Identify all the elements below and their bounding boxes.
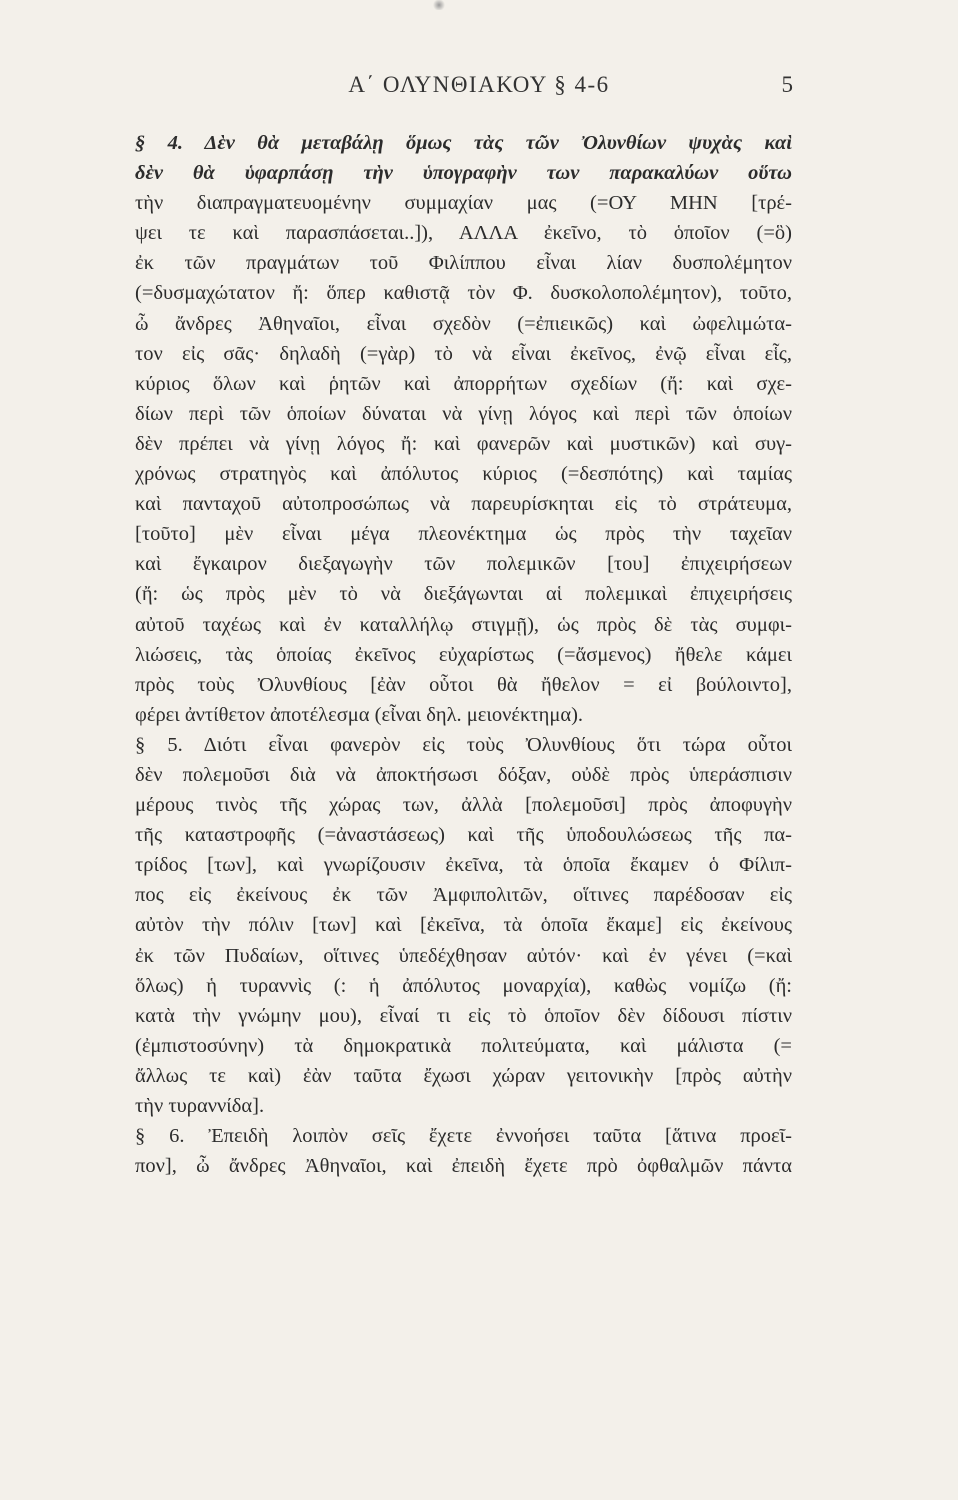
text-line: φέρει ἀντίθετον ἀποτέλεσμα (εἶναι δηλ. μειονέκτημα). [135, 703, 584, 726]
body-text [135, 128, 792, 1181]
text-line: πον], ὦ ἄνδρες Ἀθηναῖοι, καὶ ἐπειδὴ ἔχετε πρὸ ὀφθαλμῶν πάντα [135, 1155, 792, 1178]
text-line: αὐτὸν τὴν πόλιν [των] καὶ [ἐκεῖνα, τὰ ὁποῖα ἔκαμε] εἰς ἐκείνους [135, 914, 792, 937]
text-line: πος εἰς ἐκείνους ἐκ τῶν Ἀμφιπολιτῶν, οἵτινες παρέδοσαν εἰς [135, 884, 792, 907]
text-line: ὅλως) ἡ τυραννὶς (: ἡ ἀπόλυτος μοναρχία), καθὼς νομίζω (ἤ: [135, 974, 792, 997]
text-line: δὲν πολεμοῦσι διὰ νὰ ἀποκτήσωσι δόξαν, οὐδὲ πρὸς ὑπεράσπισιν [135, 763, 792, 786]
text-line: πρὸς τοὺς Ὀλυνθίους [ἐὰν οὗτοι θὰ ἤθελον = εἰ βούλοιντο], [135, 673, 792, 696]
header-title: Α΄ ΟΛΥΝΘΙΑΚΟΥ § 4-6 [348, 72, 610, 97]
text-line: ἄλλως τε καὶ) ἐὰν ταῦτα ἔχωσι χώραν γειτονικὴν [πρὸς αὐτὴν [135, 1064, 792, 1087]
text-line: τον εἰς σᾶς· δηλαδὴ (=γὰρ) τὸ νὰ εἶναι ἐκεῖνος, ἐνῷ εἶναι εἷς, [135, 342, 792, 365]
text-line: δὲν θὰ ὑφαρπάσῃ τὴν ὑπογραφὴν των παρακαλύων οὕτω [135, 162, 792, 185]
page-number: 5 [781, 72, 793, 97]
text-line: χρόνως στρατηγὸς καὶ ἀπόλυτος κύριος (=δεσπότης) καὶ ταμίας [135, 463, 792, 486]
print-speck [432, 0, 446, 10]
text-line: μέρους τινὸς τῆς χώρας των, ἀλλὰ [πολεμοῦσι] πρὸς ἀποφυγὴν [135, 794, 792, 817]
text-line: ὦ ἄνδρες Ἀθηναῖοι, εἶναι σχεδὸν (=ἐπιεικῶς) καὶ ὠφελιμώτα- [135, 312, 792, 335]
text-line: κατὰ τὴν γνώμην μου), εἶναί τι εἰς τὸ ὁποῖον δὲν δίδουσι πίστιν [135, 1004, 792, 1027]
text-line: τὴν διαπραγματευομένην συμμαχίαν μας (=ΟΥ ΜΗΝ [τρέ- [135, 192, 792, 215]
text-line: ἐκ τῶν Πυδαίων, οἵτινες ὑπεδέχθησαν αὐτόν· καὶ ἐν γένει (=καὶ [135, 944, 792, 967]
text-line: ψει τε καὶ παρασπάσεται..]), ΑΛΛΑ ἐκεῖνο, τὸ ὁποῖον (=ὃ) [135, 222, 792, 245]
text-line: καὶ ἔγκαιρον διεξαγωγὴν τῶν πολεμικῶν [του] ἐπιχειρήσεων [135, 553, 792, 576]
text-line: [τοῦτο] μὲν εἶναι μέγα πλεονέκτημα ὡς πρὸς τὴν ταχεῖαν [135, 523, 792, 546]
text-line: ἐκ τῶν πραγμάτων τοῦ Φιλίππου εἶναι λίαν δυσπολέμητον [135, 252, 792, 275]
running-header [0, 72, 958, 112]
text-line: (ἤ: ὡς πρὸς μὲν τὸ νὰ διεξάγωνται αἱ πολεμικαὶ ἐπιχειρήσεις [135, 583, 792, 606]
text-line: § 5. Διότι εἶναι φανερὸν εἰς τοὺς Ὀλυνθίους ὅτι τώρα οὗτοι [135, 733, 792, 756]
text-line: λιώσεις, τὰς ὁποίας ἐκεῖνος εὐχαρίστως (=ἄσμενος) ἤθελε κάμει [135, 643, 792, 666]
text-line: αὐτοῦ ταχέως καὶ ἐν καταλλήλῳ στιγμῇ), ὡς πρὸς δὲ τὰς συμφι- [135, 613, 792, 636]
text-line: δίων περὶ τῶν ὁποίων δύναται νὰ γίνῃ λόγος καὶ περὶ τῶν ὁποίων [135, 402, 792, 425]
text-line: τρίδος [των], καὶ γνωρίζουσιν ἐκεῖνα, τὰ ὁποῖα ἔκαμεν ὁ Φίλιπ- [135, 854, 792, 877]
text-line: (=δυσμαχώτατον ἤ: ὅπερ καθιστᾷ τὸν Φ. δυσκολοπολέμητον), τοῦτο, [135, 282, 792, 305]
text-line: § 4. Δὲν θὰ μεταβάλῃ ὅμως τὰς τῶν Ὀλυνθίων ψυχὰς καὶ [135, 132, 792, 154]
text-line: δὲν πρέπει νὰ γίνῃ λόγος ἤ: καὶ φανερῶν καὶ μυστικῶν) καὶ συγ- [135, 432, 792, 455]
text-line: καὶ πανταχοῦ αὐτοπροσώπως νὰ παρευρίσκηται εἰς τὸ στράτευμα, [135, 493, 792, 516]
text-line: τὴν τυραννίδα]. [135, 1095, 265, 1117]
text-line: κύριος ὅλων καὶ ῥητῶν καὶ ἀπορρήτων σχεδίων (ἤ: καὶ σχε- [135, 372, 792, 395]
text-line: (ἐμπιστοσύνην) τὰ δημοκρατικὰ πολιτεύματα, καὶ μάλιστα (= [135, 1034, 792, 1057]
text-line: τῆς καταστροφῆς (=ἀναστάσεως) καὶ τῆς ὑποδουλώσεως τῆς πα- [135, 824, 792, 847]
text-line: § 6. Ἐπειδὴ λοιπὸν σεῖς ἔχετε ἐννοήσει ταῦτα [ἅτινα προεῖ- [135, 1125, 792, 1148]
